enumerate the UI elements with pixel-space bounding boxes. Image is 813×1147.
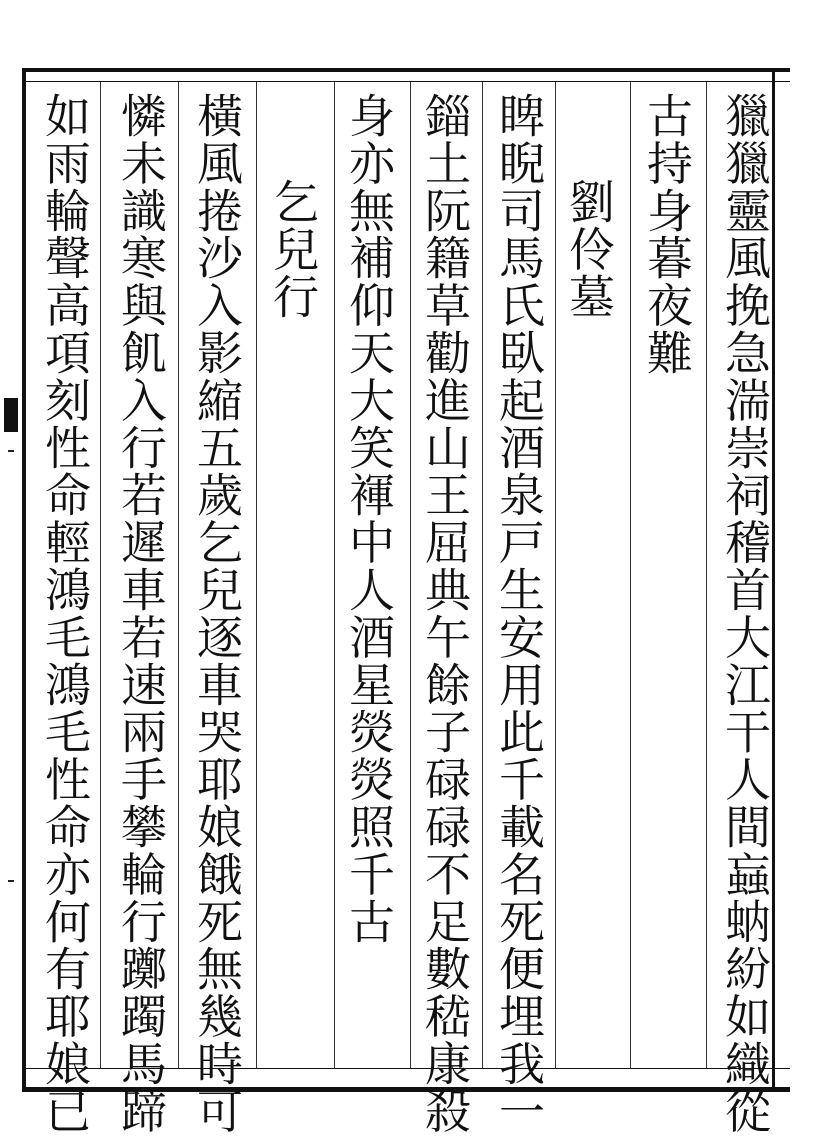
text-column-9: 憐未識寒與飢入行若遲車若速兩手攀輪行躑躅馬蹄 [114,92,168,1135]
edge-dash [8,880,14,882]
column-divider [630,82,631,1068]
text-column-1: 獵獵靈風挽急湍崇祠稽首大江干人間蝱蚋紛如織從 [718,92,772,1135]
column-divider [555,82,556,1068]
column-divider [410,82,411,1068]
column-divider [178,82,179,1068]
text-column-2: 古持身暮夜難 [640,92,694,377]
left-border-rule [22,68,26,1092]
edge-dash [8,450,14,452]
text-column-10: 如雨輪聲高項刻性命輕鴻毛鴻毛性命亦何有耶娘已 [38,92,92,1135]
column-divider [706,82,707,1068]
text-column-8: 橫風捲沙入影縮五歲乞兒逐車哭耶娘餓死無幾時可 [190,92,244,1135]
column-divider [482,82,483,1068]
column-divider [100,82,101,1068]
text-column-5: 錙土阮籍草勸進山王屈典午餘子碌碌不足數嵇康殺 [418,92,472,1135]
top-border-rule [22,68,790,82]
fold-edge-mark [4,398,18,432]
column-divider [256,82,257,1068]
poem-title-liu-ling-tomb: 劉伶墓 [562,178,616,321]
text-column-4: 睥睨司馬氏臥起酒泉戸生安用此千載名死便埋我一 [492,92,546,1135]
text-column-6: 身亦無補仰天大笑褌中人酒星熒熒照千古 [342,92,396,946]
column-divider [334,82,335,1068]
poem-title-beggar-song: 乞兒行 [266,178,320,321]
